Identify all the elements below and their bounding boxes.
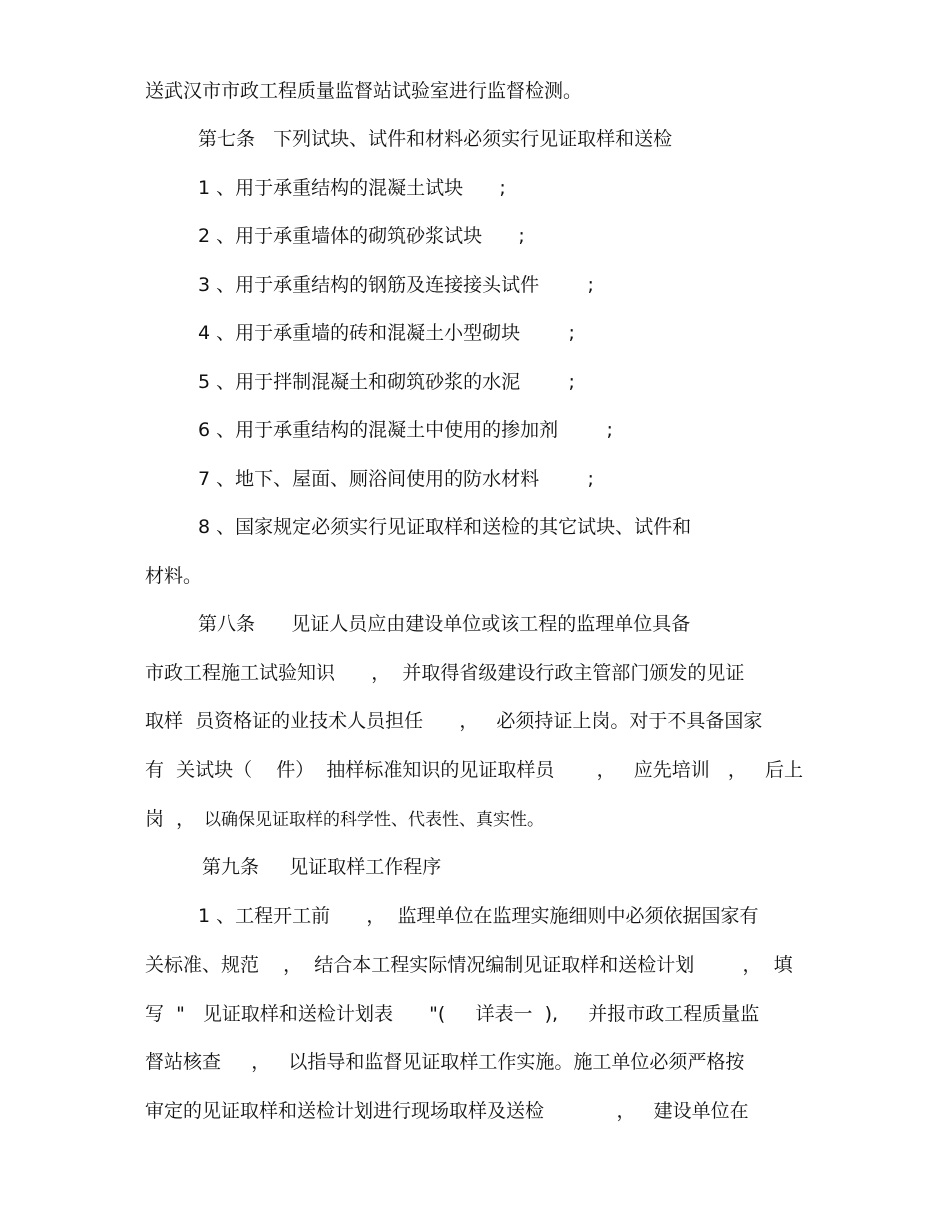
text-line: 督站核查 ， 以指导和监督见证取样工作实施。施工单位必须严格按 [145,1051,745,1073]
list-item: 3 、用于承重结构的钢筋及连接接头试件 ; [198,274,594,296]
text-line: 送武汉市市政工程质量监督站试验室进行监督检测。 [145,80,583,102]
text-line: 以确保见证取样的科学性、代表性、真实性。 [204,810,544,830]
text-line: 取样 员资格证的业技术人员担任 ， 必须持证上岗。对于不具备国家 [145,710,763,732]
text-line: 关标准、规范 ， 结合本工程实际情况编制见证取样和送检计划 ， 填 [145,954,793,976]
list-item: 4 、用于承重墙的砖和混凝土小型砌块 ; [198,322,575,344]
list-item: 1 、工程开工前 ， 监理单位在监理实施细则中必须依据国家有 [198,905,759,927]
text-line: 审定的见证取样和送检计划进行现场取样及送检 ， 建设单位在 [145,1100,749,1122]
article-heading: 第九条 见证取样工作程序 [202,856,442,878]
text-line: 岗 ， [145,808,196,830]
list-item: 5 、用于拌制混凝土和砌筑砂浆的水泥 ; [198,371,575,393]
list-item: 6 、用于承重结构的混凝土中使用的掺加剂 ; [198,419,613,441]
text-line: 材料。 [145,565,203,587]
article-heading: 第七条 下列试块、试件和材料必须实行见证取样和送检 [198,128,673,150]
text-line: 市政工程施工试验知识 ， 并取得省级建设行政主管部门颁发的见证 [145,662,745,684]
list-item: 2 、用于承重墙体的砌筑砂浆试块 ; [198,225,525,247]
article-heading: 第八条 见证人员应由建设单位或该工程的监理单位具备 [198,613,691,635]
list-item: 8 、国家规定必须实行见证取样和送检的其它试块、试件和 [198,516,692,538]
list-item: 7 、地下、屋面、厕浴间使用的防水材料 ; [198,468,594,490]
text-line: 有 关试块（ 件） 抽样标准知识的见证取样员 ， 应先培训 ， 后上 [145,759,803,781]
text-line: 写 " 见证取样和送检计划表 "( 详表一 ), 并报市政工程质量监 [145,1003,760,1025]
list-item: 1 、用于承重结构的混凝土试块 ; [198,177,506,199]
